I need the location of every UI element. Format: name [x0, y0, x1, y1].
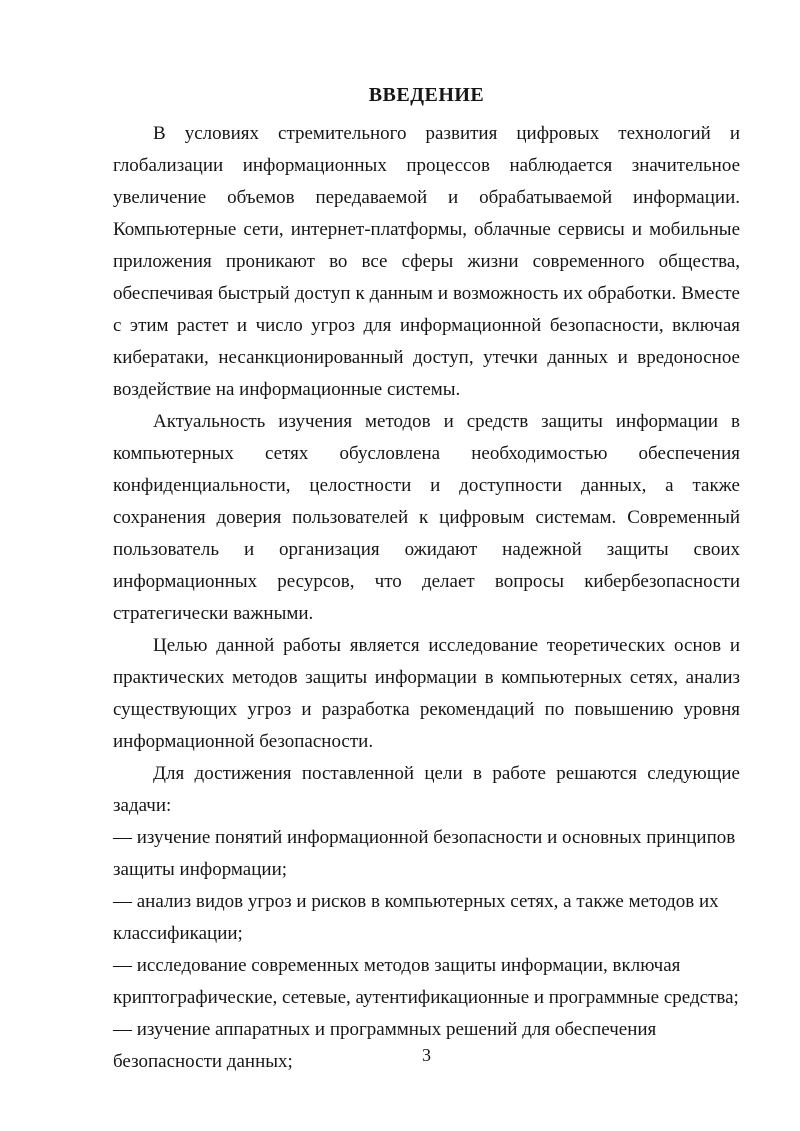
list-item: — исследование современных методов защиты информации, включая криптографические, сетевые, аутентификационные и программные средства; — [113, 955, 739, 1008]
page-number: 3 — [422, 1045, 431, 1065]
paragraph: Актуальность изучения методов и средств защиты информации в компьютерных сетях обусловлена необходимостью обеспечения конфиденциальности, целостности и доступности данных, а также сохранения доверия пользователей к цифровым системам. Современный пользователь и организация ожидают надежной защиты своих информационных ресурсов, что делает вопросы кибербезопасности стратегически важными. — [113, 411, 740, 624]
paragraph: Целью данной работы является исследование теоретических основ и практических методов защиты информации в компьютерных сетях, анализ существующих угроз и разработка рекомендаций по повышению уровня информационной безопасности. — [113, 635, 740, 752]
page-title: ВВЕДЕНИЕ — [368, 84, 485, 106]
list-item: — изучение аппаратных и программных решений для обеспечения безопасности данных; — [113, 1019, 657, 1072]
document-body — [113, 118, 740, 1078]
list-item: — анализ видов угроз и рисков в компьютерных сетях, а также методов их классификации; — [113, 891, 719, 944]
paragraph: Для достижения поставленной цели в работе решаются следующие задачи: — [113, 763, 740, 816]
list-item: — изучение понятий информационной безопасности и основных принципов защиты информации; — [113, 827, 736, 880]
paragraph: В условиях стремительного развития цифровых технологий и глобализации информационных процессов наблюдается значительное увеличение объемов передаваемой и обрабатываемой информации. Компьютерные сети, интернет-платформы, облачные сервисы и мобильные приложения проникают во все сферы жизни современного общества, обеспечивая быстрый доступ к данным и возможность их обработки. Вместе с этим растет и число угроз для информационной безопасности, включая кибератаки, несанкционированный доступ, утечки данных и вредоносное воздействие на информационные системы. — [113, 123, 740, 400]
